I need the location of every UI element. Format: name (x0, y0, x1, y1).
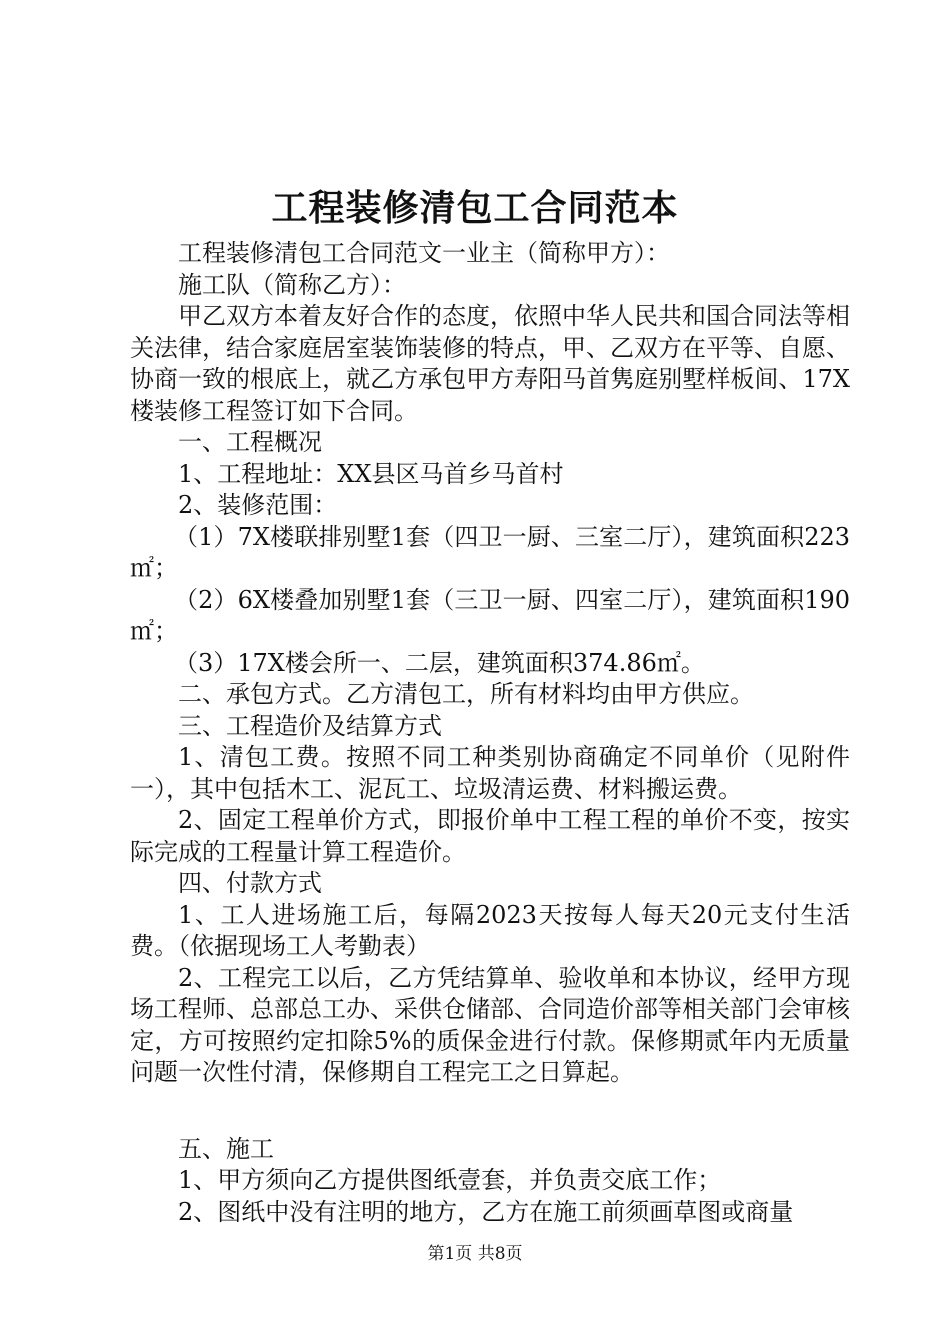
clause-living-allowance: 1、工人进场施工后，每隔2023天按每人每天20元支付生活费。（依据现场工人考勤表） (130, 900, 850, 960)
clause-drawings: 1、甲方须向乙方提供图纸壹套，并负责交底工作； (178, 1166, 722, 1194)
clause-unmarked-areas: 2、图纸中没有注明的地方，乙方在施工前须画草图或商量 (178, 1197, 794, 1226)
section-heading-payment: 四、付款方式 (178, 869, 322, 897)
clause-scope: 2、装修范围： (178, 491, 338, 519)
clause-labor-fee: 1、清包工费。按照不同工种类别协商确定不同单价（见附件一），其中包括木工、泥瓦工、垃圾清运费、材料搬运费。 (130, 743, 850, 803)
section-heading-construction: 五、施工 (178, 1134, 274, 1163)
party-a-line: 工程装修清包工合同范文一业主（简称甲方）： (178, 239, 670, 267)
section-heading-contract-method: 二、承包方式。乙方清包工，所有材料均由甲方供应。 (178, 680, 754, 708)
document-title: 工程装修清包工合同范本 (271, 187, 679, 229)
scope-item-1: （1）7X楼联排别墅1套（四卫一厨、三室二厅），建筑面积223㎡； (130, 522, 850, 582)
scope-item-2: （2）6X楼叠加别墅1套（三卫一厨、四室二厅），建筑面积190㎡； (130, 585, 850, 645)
clause-address: 1、工程地址：XX县区马首乡马首村 (178, 459, 564, 488)
scope-item-3: （3）17X楼会所一、二层，建筑面积374.86㎡。 (174, 648, 705, 677)
clause-final-payment: 2、工程完工以后，乙方凭结算单、验收单和本协议，经甲方现场工程师、总部总工办、采供仓储部、合同造价部等相关部门会审核定，方可按照约定扣除5%的质保金进行付款。保修期贰年内无质量问题一次性付清，保修期自工程完工之日算起。 (130, 963, 850, 1086)
section-heading-cost: 三、工程造价及结算方式 (178, 711, 442, 740)
clause-fixed-price: 2、固定工程单价方式，即报价单中工程工程的单价不变，按实际完成的工程量计算工程造价。 (130, 806, 850, 866)
paragraph-spacer (130, 1089, 850, 1134)
page-number: 第1页 共8页 (427, 1244, 523, 1264)
document-body (130, 238, 850, 1228)
section-heading-overview: 一、工程概况 (178, 428, 322, 456)
party-b-line: 施工队（简称乙方）： (178, 270, 406, 299)
preamble-paragraph: 甲乙双方本着友好合作的态度，依照中华人民共和国合同法等相关法律，结合家庭居室装饰装修的特点，甲、乙双方在平等、自愿、协商一致的根底上，就乙方承包甲方寿阳马首隽庭别墅样板间、17X楼装修工程签订如下合同。 (130, 302, 850, 425)
